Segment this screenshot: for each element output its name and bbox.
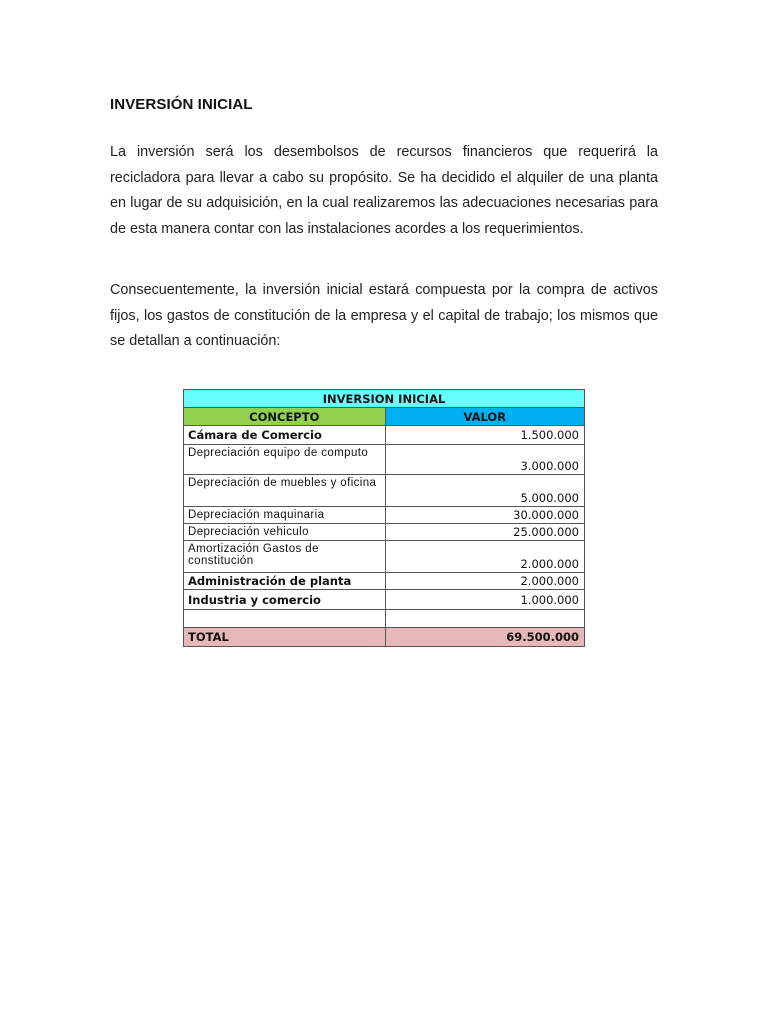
table-row <box>184 590 585 610</box>
table-header-row <box>184 408 585 426</box>
table-total-row <box>184 628 585 647</box>
row-concept: Industria y comercio <box>184 590 386 610</box>
investment-table <box>183 389 585 647</box>
total-label: TOTAL <box>184 628 386 647</box>
row-value <box>385 610 584 628</box>
row-concept: Depreciación equipo de computo <box>184 445 386 475</box>
row-concept: Cámara de Comercio <box>184 426 386 445</box>
table-row <box>184 573 585 590</box>
table-row <box>184 426 585 445</box>
row-value: 1.000.000 <box>385 590 584 610</box>
row-value: 1.500.000 <box>385 426 584 445</box>
row-concept: Depreciación de muebles y oficina <box>184 475 386 507</box>
row-value: 25.000.000 <box>385 524 584 541</box>
table-title: INVERSION INICIAL <box>184 390 585 408</box>
table-title-row <box>184 390 585 408</box>
paragraph-composition: Consecuentemente, la inversión inicial estará compuesta por la compra de activos fijos, los gastos de constitución de la empresa y el capital de trabajo; los mismos que se detallan a continuación: <box>110 282 658 349</box>
total-value: 69.500.000 <box>385 628 584 647</box>
row-concept: Depreciación maquinaria <box>184 507 386 524</box>
table-row <box>184 507 585 524</box>
row-concept: Amortización Gastos de constitución <box>184 541 386 573</box>
row-concept <box>184 610 386 628</box>
row-concept: Administración de planta <box>184 573 386 590</box>
row-value: 2.000.000 <box>385 541 584 573</box>
column-header-concept: CONCEPTO <box>184 408 386 426</box>
table-row-empty <box>184 610 585 628</box>
row-value: 2.000.000 <box>385 573 584 590</box>
row-value: 3.000.000 <box>385 445 584 475</box>
column-header-value: VALOR <box>385 408 584 426</box>
section-heading: INVERSIÓN INICIAL <box>110 96 253 113</box>
paragraph-intro: La inversión será los desembolsos de recursos financieros que requerirá la recicladora para llevar a cabo su propósito. Se ha decidido el alquiler de una planta en lugar de su adquisición, en la cual realizaremos las adecuaciones necesarias para de esta manera contar con las instalaciones acordes a los requerimientos. <box>110 144 658 237</box>
row-concept: Depreciación vehiculo <box>184 524 386 541</box>
table-row <box>184 541 585 573</box>
row-value: 5.000.000 <box>385 475 584 507</box>
row-value: 30.000.000 <box>385 507 584 524</box>
table-row <box>184 445 585 475</box>
table-row <box>184 524 585 541</box>
table-row <box>184 475 585 507</box>
